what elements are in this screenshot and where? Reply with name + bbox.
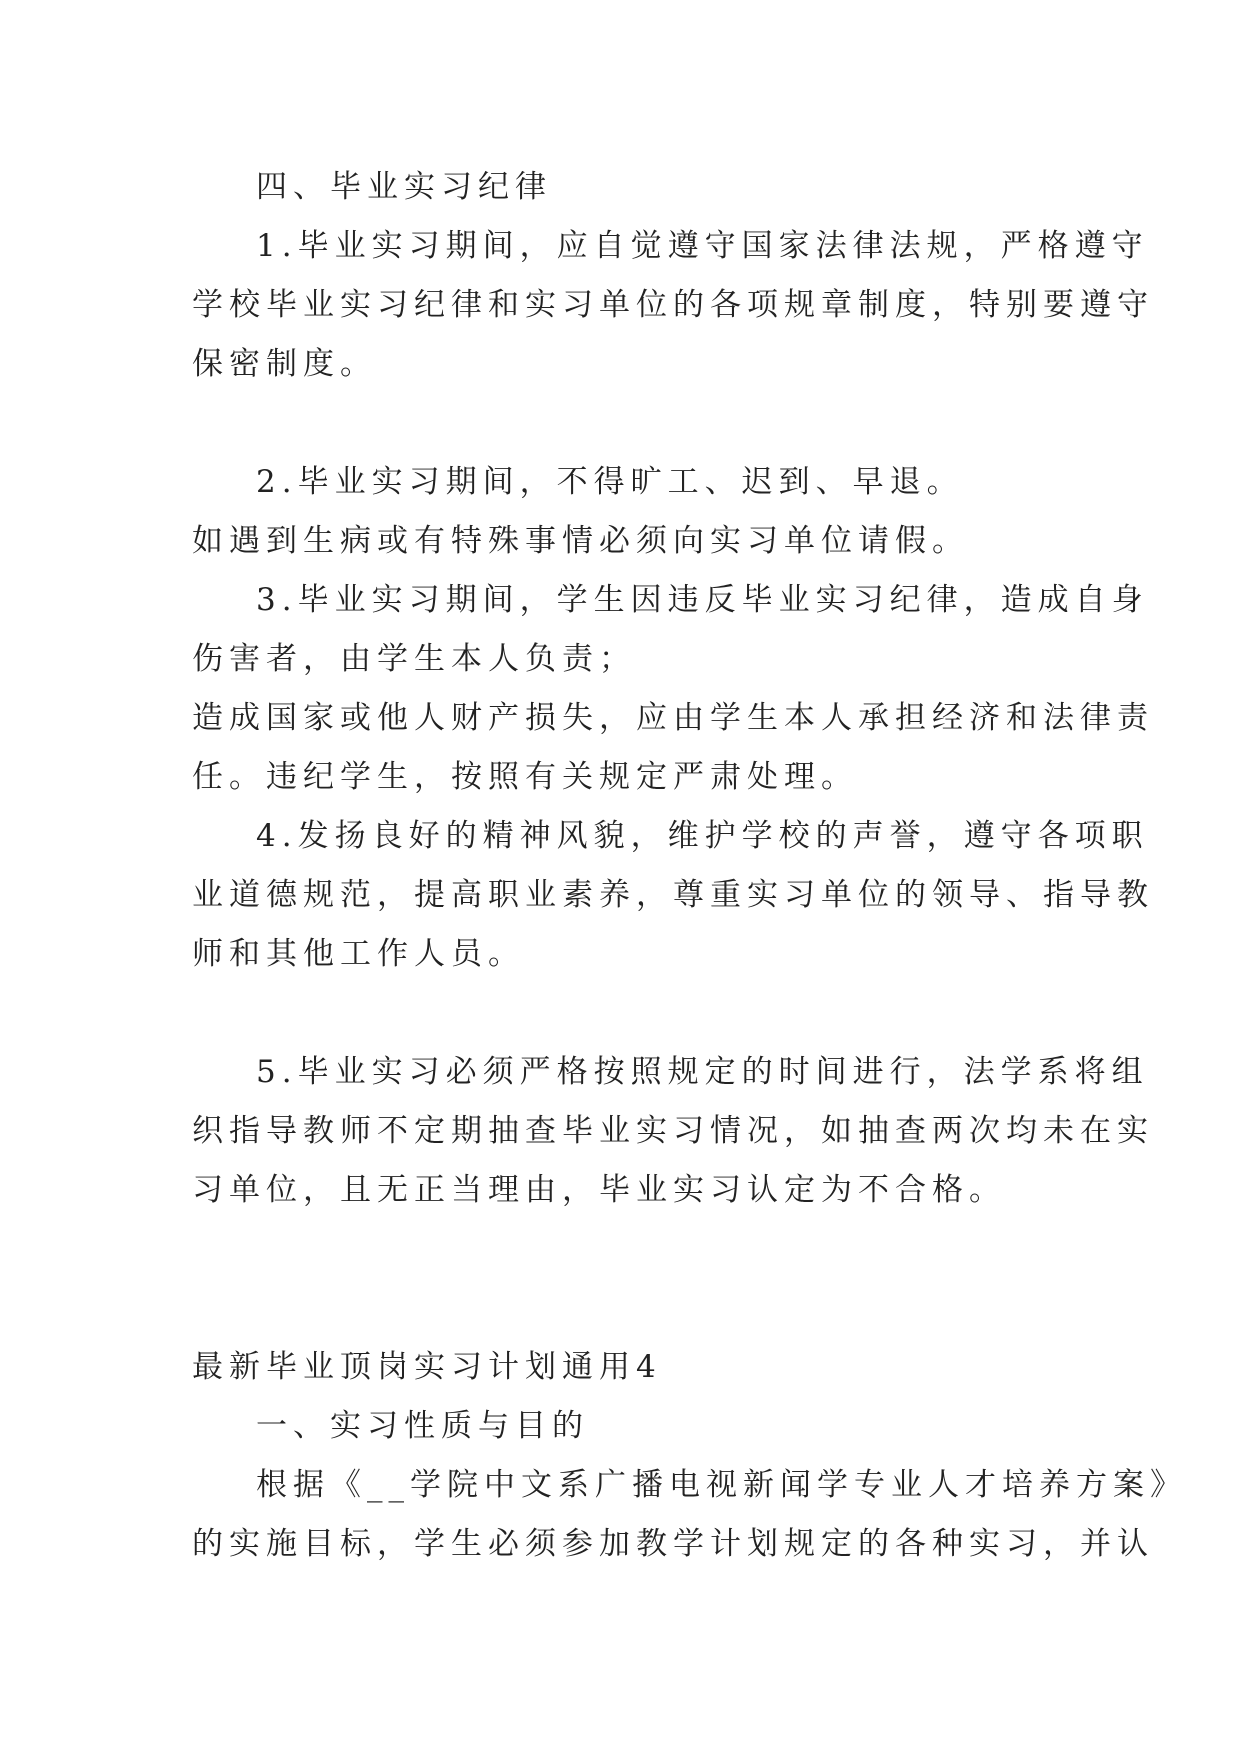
item-1-line-1: 1.毕业实习期间，应自觉遵守国家法律法规，严格遵守 — [256, 228, 1149, 264]
item-4-line-2: 业道德规范，提高职业素养，尊重实习单位的领导、指导教 — [192, 877, 1154, 913]
section-heading: 四、毕业实习纪律 — [256, 169, 552, 205]
item-3-line-3: 造成国家或他人财产损失，应由学生本人承担经济和法律责 — [192, 700, 1154, 736]
item-3-line-1: 3.毕业实习期间，学生因违反毕业实习纪律，造成自身 — [256, 582, 1149, 618]
item-2-line-2: 如遇到生病或有特殊事情必须向实习单位请假。 — [192, 523, 969, 559]
item-3-line-2: 伤害者，由学生本人负责； — [192, 641, 636, 677]
item-5-line-1: 5.毕业实习必须严格按照规定的时间进行，法学系将组 — [256, 1054, 1149, 1090]
section-heading: 一、实习性质与目的 — [256, 1408, 589, 1444]
document-title: 最新毕业顶岗实习计划通用4 — [192, 1349, 662, 1385]
item-5-line-2: 织指导教师不定期抽查毕业实习情况，如抽查两次均未在实 — [192, 1113, 1154, 1149]
paragraph-line-1: 根据《__学院中文系广播电视新闻学专业人才培养方案》 — [256, 1467, 1187, 1503]
item-1-line-2: 学校毕业实习纪律和实习单位的各项规章制度，特别要遵守 — [192, 287, 1154, 323]
spacer — [192, 394, 1052, 453]
item-4-line-1: 4.发扬良好的精神风貌，维护学校的声誉，遵守各项职 — [256, 818, 1149, 854]
document-body — [192, 158, 1187, 1574]
item-2-line-1: 2.毕业实习期间，不得旷工、迟到、早退。 — [256, 464, 964, 500]
spacer — [192, 984, 1052, 1043]
item-4-line-3: 师和其他工作人员。 — [192, 936, 525, 972]
item-3-line-4: 任。违纪学生，按照有关规定严肃处理。 — [192, 759, 858, 795]
item-1-line-3: 保密制度。 — [192, 346, 377, 382]
item-5-line-3: 习单位，且无正当理由，毕业实习认定为不合格。 — [192, 1172, 1006, 1208]
paragraph-line-2: 的实施目标，学生必须参加教学计划规定的各种实习，并认 — [192, 1526, 1154, 1562]
spacer — [192, 1220, 1052, 1338]
